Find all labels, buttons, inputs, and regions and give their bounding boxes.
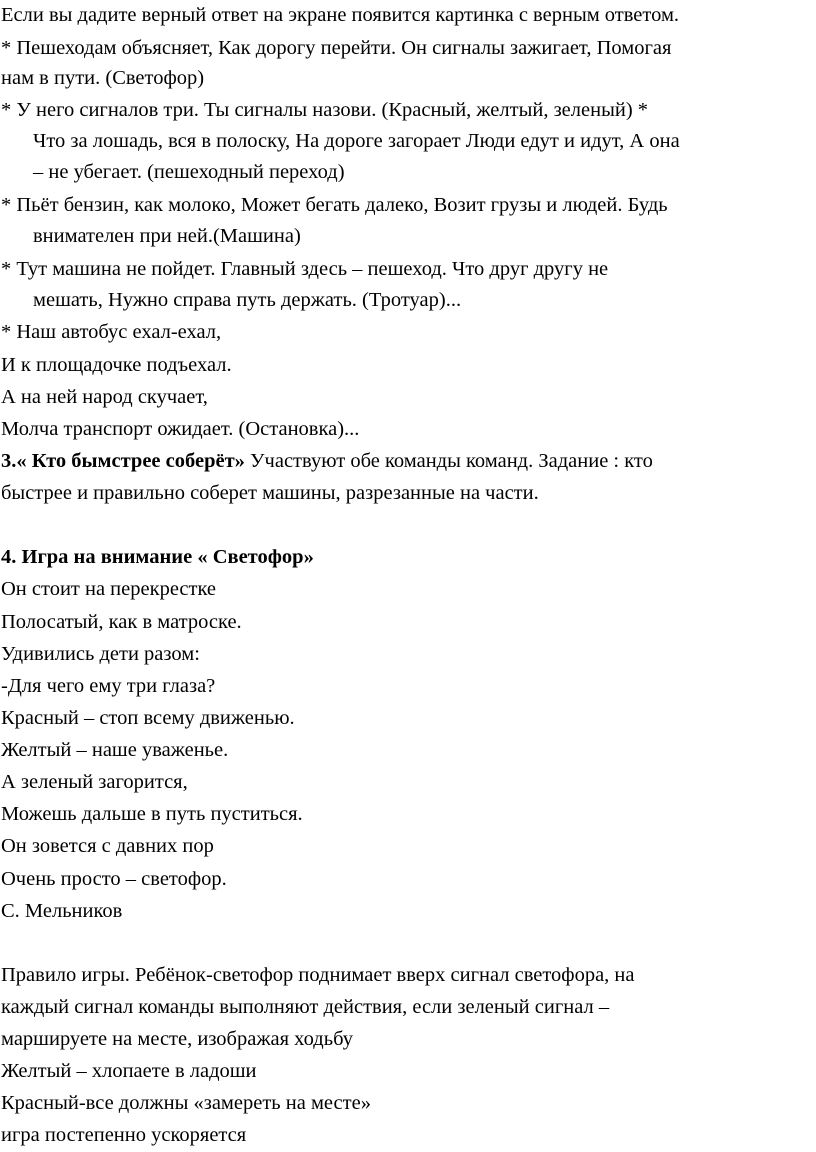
section-3-heading: 3.« Кто бымстрее соберёт» xyxy=(1,450,245,472)
riddle-2-line-1: * У него сигналов три. Ты сигналы назови. (Красный, желтый, зеленый) * xyxy=(1,99,649,121)
rules-line-4: Желтый – хлопаете в ладоши xyxy=(1,1060,257,1082)
riddle-3-line-1: * Пьёт бензин, как молоко, Может бегать далеко, Возит грузы и людей. Будь xyxy=(1,194,668,216)
riddle-3-line-2: внимателен при ней.(Машина) xyxy=(33,225,301,247)
poem-line-3: Удивились дети разом: xyxy=(1,643,200,665)
section-3-line-1 xyxy=(1,449,653,473)
poem-line-7: А зеленый загорится, xyxy=(1,771,188,793)
bus-riddle-line-4: Молча транспорт ожидает. (Остановка)... xyxy=(1,418,360,440)
riddle-1-line-1: * Пешеходам объясняет, Как дорогу перейти. Он сигналы зажигает, Помогая xyxy=(1,37,672,59)
bus-riddle-line-2: И к площадочке подъехал. xyxy=(1,354,232,376)
poem-line-9: Он зовется с давних пор xyxy=(1,835,214,857)
riddle-4-line-2: мешать, Нужно справа путь держать. (Тротуар)... xyxy=(33,289,462,311)
poem-line-10: Очень просто – светофор. xyxy=(1,868,227,890)
section-4-heading: 4. Игра на внимание « Светофор» xyxy=(1,546,314,568)
bus-riddle-line-1: * Наш автобус ехал-ехал, xyxy=(1,321,222,343)
intro-text: Если вы дадите верный ответ на экране появится картинка с верным ответом. xyxy=(1,4,680,26)
section-3-line-2: быстрее и правильно соберет машины, разрезанные на части. xyxy=(1,482,539,504)
poem-line-8: Можешь дальше в путь пуститься. xyxy=(1,803,303,825)
poem-author: С. Мельников xyxy=(1,900,123,922)
section-3-text-start: Участвуют обе команды команд. Задание : кто xyxy=(244,450,653,472)
riddle-2-line-2: Что за лошадь, вся в полоску, На дороге загорает Люди едут и идут, А она xyxy=(33,130,680,152)
poem-line-1: Он стоит на перекрестке xyxy=(1,578,217,600)
rules-line-3: маршируете на месте, изображая ходьбу xyxy=(1,1028,353,1050)
riddle-1-line-2: нам в пути. (Светофор) xyxy=(1,67,205,89)
poem-line-6: Желтый – наше уваженье. xyxy=(1,739,229,761)
riddle-2-line-3: – не убегает. (пешеходный переход) xyxy=(33,161,345,183)
rules-line-5: Красный-все должны «замереть на месте» xyxy=(1,1092,371,1114)
rules-line-2: каждый сигнал команды выполняют действия, если зеленый сигнал – xyxy=(1,996,610,1018)
poem-line-4: -Для чего ему три глаза? xyxy=(1,675,216,697)
riddle-4-line-1: * Тут машина не пойдет. Главный здесь – пешеход. Что друг другу не xyxy=(1,258,609,280)
poem-line-2: Полосатый, как в матроске. xyxy=(1,611,242,633)
bus-riddle-line-3: А на ней народ скучает, xyxy=(1,386,208,408)
poem-line-5: Красный – стоп всему движенью. xyxy=(1,707,295,729)
rules-line-6: игра постепенно ускоряется xyxy=(1,1124,247,1146)
rules-line-1: Правило игры. Ребёнок-светофор поднимает вверх сигнал светофора, на xyxy=(1,964,635,986)
